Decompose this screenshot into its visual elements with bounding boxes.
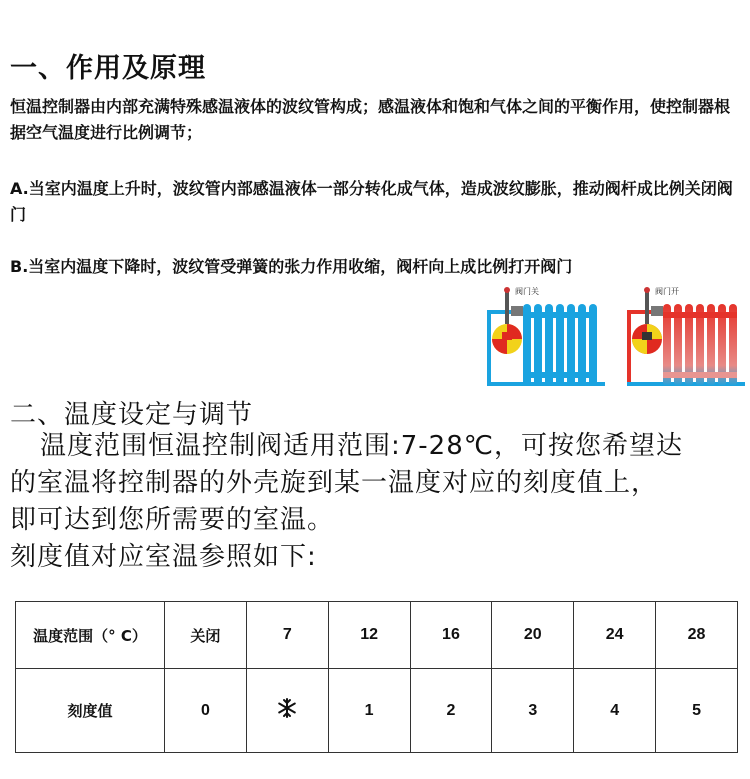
temp-cell: 关闭 <box>165 602 247 669</box>
snowflake-icon <box>276 697 298 719</box>
section2-title: 二、温度设定与调节 <box>10 400 254 430</box>
temp-cell: 7 <box>246 602 328 669</box>
scale-cell: 1 <box>328 669 410 753</box>
scale-cell <box>246 669 328 753</box>
section1-title: 一、作用及原理 <box>10 53 206 84</box>
scale-header: 刻度值 <box>16 669 165 753</box>
temp-cell: 16 <box>410 602 492 669</box>
scale-cell: 3 <box>492 669 574 753</box>
section1-point-a: A.当室内温度上升时，波纹管内部感温液体一部分转化成气体，造成波纹膨胀，推动阀杆成比例关闭阀门 <box>10 179 733 224</box>
section1-intro: 恒温控制器由内部充满特殊感温液体的波纹管构成；感温液体和饱和气体之间的平衡作用，使控制器根据空气温度进行比例调节； <box>10 97 731 142</box>
temperature-header: 温度范围（° C） <box>16 602 165 669</box>
radiator-open-diagram <box>627 285 745 386</box>
section2-line2: 的室温将控制器的外壳旋到某一温度对应的刻度值上， <box>10 468 659 498</box>
radiator-closed-diagram <box>487 285 605 386</box>
temp-cell: 12 <box>328 602 410 669</box>
temperature-row <box>16 602 738 669</box>
scale-cell: 5 <box>656 669 738 753</box>
section2-line1: 温度范围恒温控制阀适用范围:7-28℃，可按您希望达 <box>40 431 683 461</box>
temp-cell: 28 <box>656 602 738 669</box>
scale-cell: 0 <box>165 669 247 753</box>
section2-body <box>10 428 745 576</box>
section1-point-b: B.当室内温度下降时，波纹管受弹簧的张力作用收缩，阀杆向上成比例打开阀门 <box>10 257 573 276</box>
scale-cell: 4 <box>574 669 656 753</box>
closed-caption: 阀门关 <box>515 287 539 296</box>
open-caption: 阀门开 <box>655 287 679 296</box>
section2-line4: 刻度值对应室温参照如下: <box>10 542 317 572</box>
scale-table <box>15 601 738 753</box>
scale-cell: 2 <box>410 669 492 753</box>
temp-cell: 20 <box>492 602 574 669</box>
radiator-diagrams <box>485 284 747 392</box>
temp-cell: 24 <box>574 602 656 669</box>
scale-row <box>16 669 738 753</box>
section2-line3: 即可达到您所需要的室温。 <box>10 505 335 535</box>
